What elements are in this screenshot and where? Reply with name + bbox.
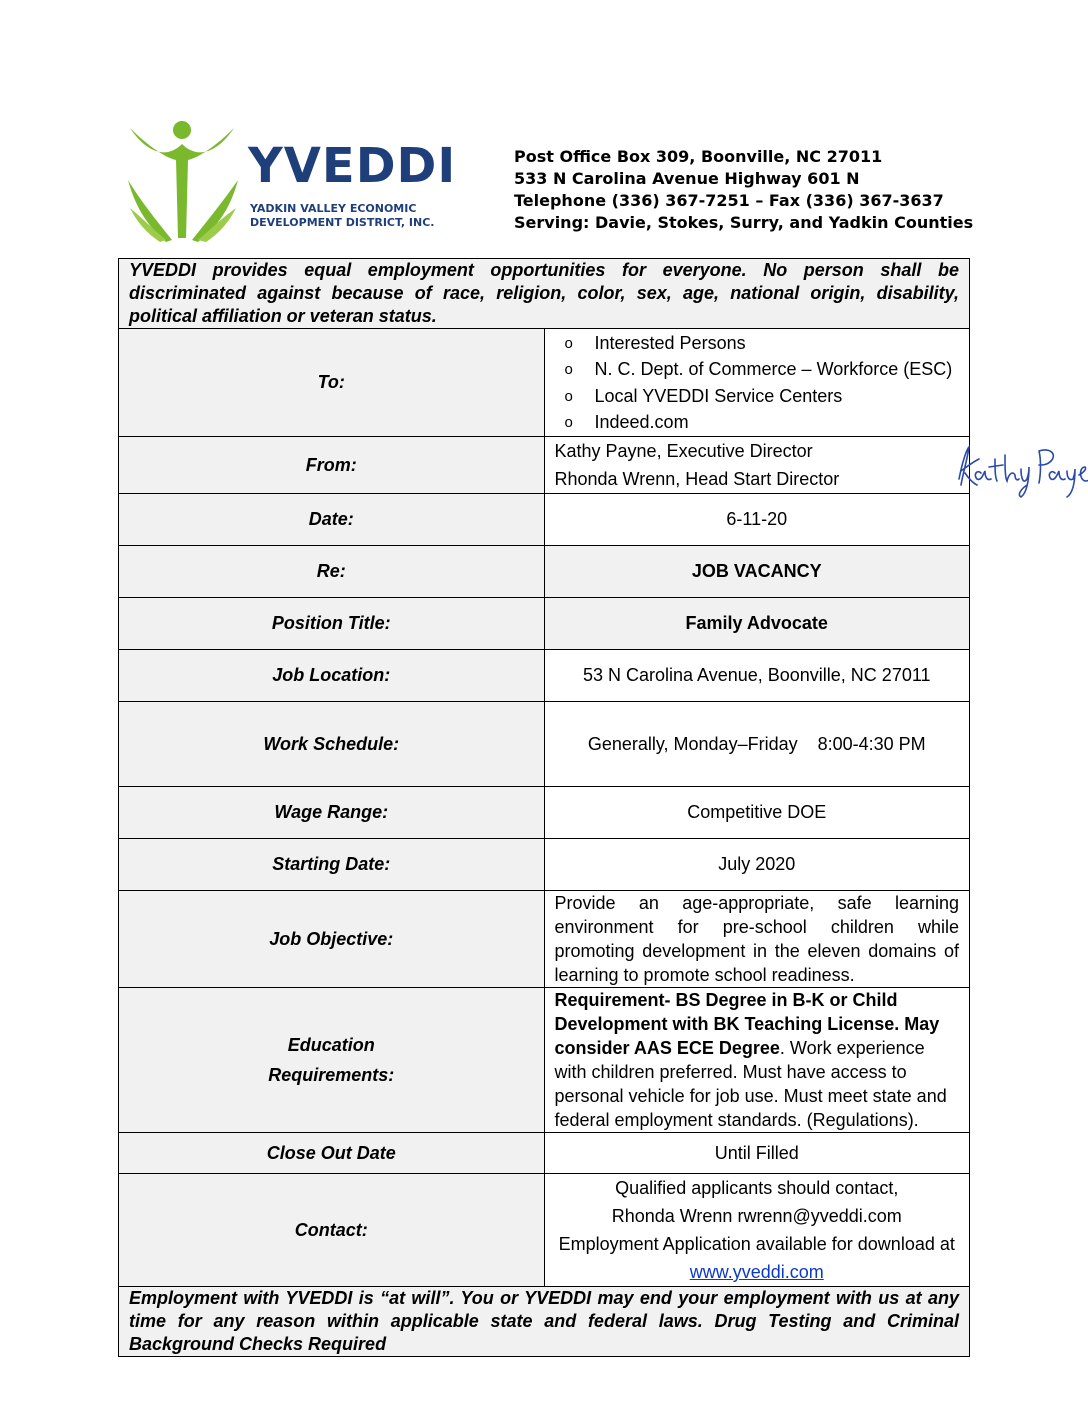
website-link[interactable]: www.yveddi.com [689, 1262, 824, 1282]
signature-icon [951, 439, 1088, 499]
address-line: Telephone (336) 367-7251 – Fax (336) 367-3637 [514, 191, 944, 210]
from-label: From: [119, 437, 545, 494]
schedule-value: Generally, Monday–Friday 8:00-4:30 PM [544, 702, 970, 787]
position-label: Position Title: [119, 598, 545, 650]
education-requirement: Requirement- BS Degree in B-K or Child Development with BK Teaching License. May consider AAS ECE Degree [554, 990, 940, 1058]
contact-line: Qualified applicants should contact, [615, 1178, 899, 1198]
location-row [119, 650, 970, 702]
address-line: Serving: Davie, Stokes, Surry, and Yadkin Counties [514, 213, 974, 232]
list-item: o N. C. Dept. of Commerce – Workforce (ESC) [595, 356, 960, 383]
re-value: JOB VACANCY [544, 546, 970, 598]
to-label: To: [119, 329, 545, 437]
list-item: o Local YVEDDI Service Centers [595, 383, 960, 410]
start-value: July 2020 [544, 839, 970, 891]
yveddi-logo [126, 120, 456, 245]
objective-row [119, 891, 970, 988]
closeout-label: Close Out Date [119, 1133, 545, 1174]
date-row [119, 494, 970, 546]
contact-row [119, 1174, 970, 1287]
from-line: Kathy Payne, Executive Director [554, 441, 813, 461]
schedule-label: Work Schedule: [119, 702, 545, 787]
address-block [514, 146, 973, 234]
list-item: o Interested Persons [595, 330, 960, 357]
wage-value: Competitive DOE [544, 787, 970, 839]
notice-top-row [119, 259, 970, 329]
logo-subtitle [250, 202, 434, 230]
re-label: Re: [119, 546, 545, 598]
recipient-list [555, 330, 960, 436]
position-value: Family Advocate [544, 598, 970, 650]
contact-line [555, 1230, 960, 1286]
location-value: 53 N Carolina Avenue, Boonville, NC 27011 [544, 650, 970, 702]
from-row [119, 437, 970, 494]
education-label [119, 988, 545, 1133]
logo-wordmark: YVEDDI [248, 138, 457, 194]
logo-subtitle-line: YADKIN VALLEY ECONOMIC [250, 202, 417, 215]
objective-label: Job Objective: [119, 891, 545, 988]
education-value [544, 988, 970, 1133]
schedule-row [119, 702, 970, 787]
education-label-line: Education [287, 1035, 375, 1055]
contact-value [544, 1174, 970, 1287]
contact-label: Contact: [119, 1174, 545, 1287]
start-row [119, 839, 970, 891]
contact-download-text: Employment Application available for download at [558, 1234, 955, 1254]
closeout-row [119, 1133, 970, 1174]
at-will-notice: Employment with YVEDDI is “at will”. You or YVEDDI may end your employment with us at any time for any reason within applicable state and federal laws. Drug Testing and Criminal Background Checks Required [119, 1287, 970, 1357]
contact-line: Rhonda Wrenn rwrenn@yveddi.com [611, 1206, 902, 1226]
education-row [119, 988, 970, 1133]
re-row [119, 546, 970, 598]
to-row [119, 329, 970, 437]
address-line: 533 N Carolina Avenue Highway 601 N [514, 169, 860, 188]
logo-figure-icon [126, 120, 246, 245]
to-value [544, 329, 970, 437]
eeo-notice: YVEDDI provides equal employment opportunities for everyone. No person shall be discriminated against because of race, religion, color, sex, age, national origin, disability, political affiliation or veteran status. [119, 259, 970, 329]
education-label-line: Requirements: [268, 1065, 395, 1085]
location-label: Job Location: [119, 650, 545, 702]
closeout-value: Until Filled [544, 1133, 970, 1174]
wage-label: Wage Range: [119, 787, 545, 839]
logo-subtitle-line: DEVELOPMENT DISTRICT, INC. [250, 216, 435, 229]
objective-value: Provide an age-appropriate, safe learning environment for pre-school children while promoting development in the eleven domains of learning to promote school readiness. [544, 891, 970, 988]
wage-row [119, 787, 970, 839]
start-label: Starting Date: [119, 839, 545, 891]
date-label: Date: [119, 494, 545, 546]
date-value: 6-11-20 [544, 494, 970, 546]
position-row [119, 598, 970, 650]
notice-bottom-row [119, 1287, 970, 1357]
education-details: . Work experience with children preferred. Must have access to personal vehicle for job use. Must meet state and federal employment standards. (Regulations). [554, 1038, 947, 1130]
list-item: o Indeed.com [595, 409, 960, 436]
from-line: Rhonda Wrenn, Head Start Director [554, 469, 840, 489]
from-value [544, 437, 970, 494]
address-line: Post Office Box 309, Boonville, NC 27011 [514, 147, 883, 166]
vacancy-table [118, 258, 970, 1357]
